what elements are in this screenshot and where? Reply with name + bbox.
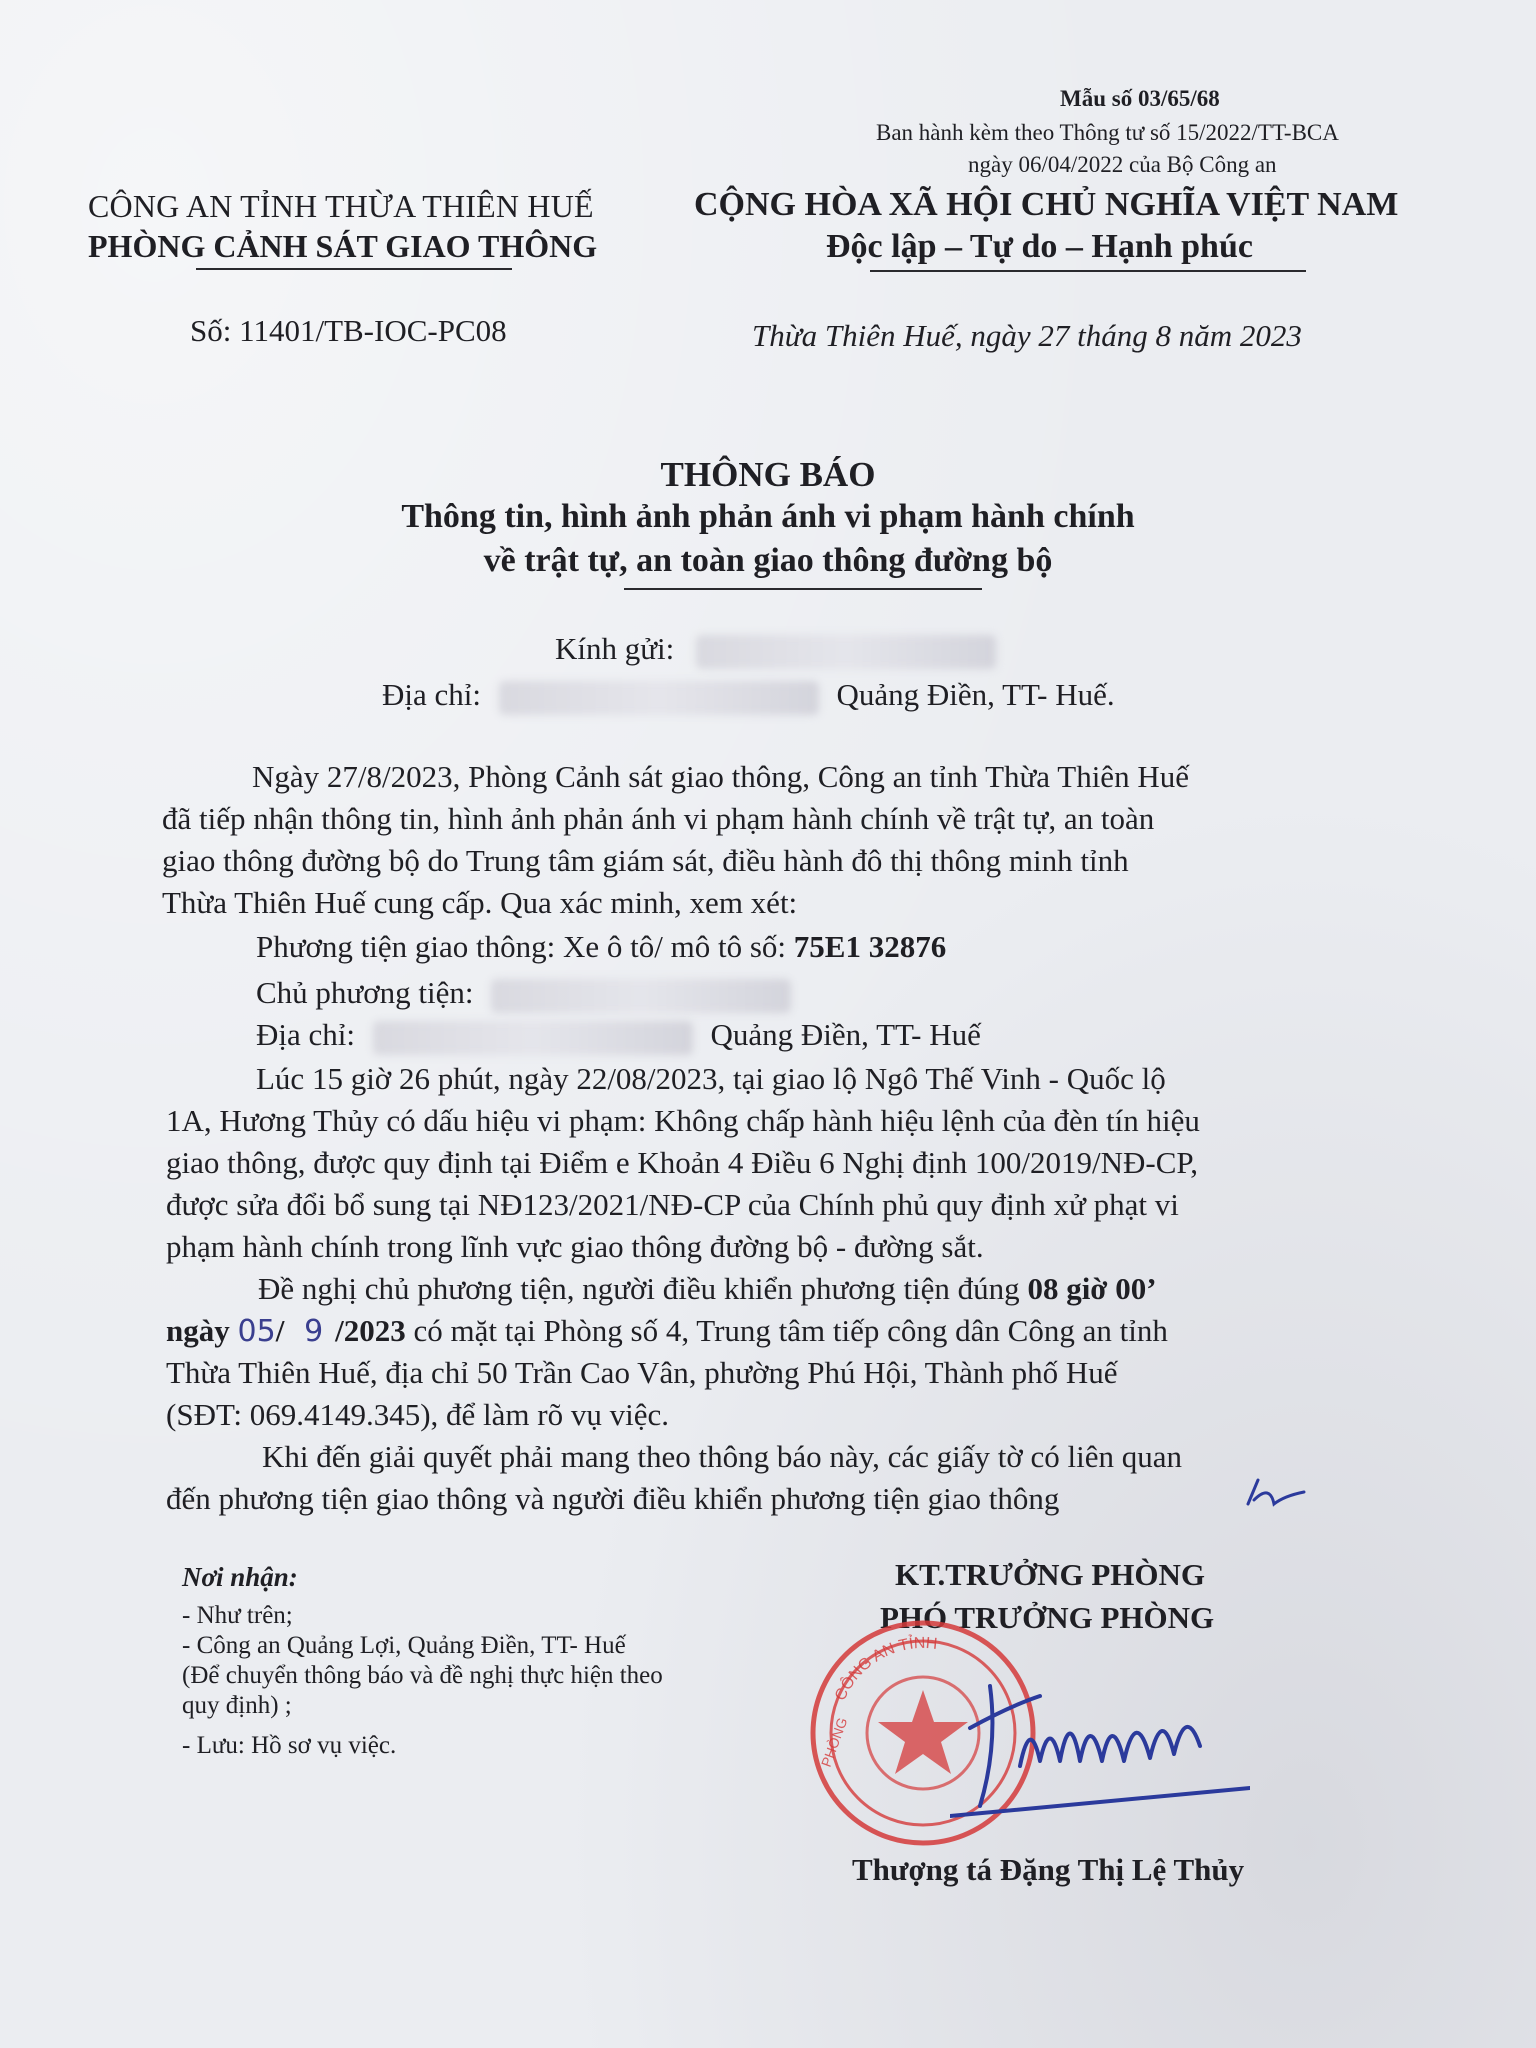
signature-title-2: PHÓ TRƯỞNG PHÒNG — [880, 1600, 1215, 1635]
appointment-day-label: ngày — [166, 1313, 230, 1348]
national-title: CỘNG HÒA XÃ HỘI CHỦ NGHĨA VIỆT NAM — [694, 186, 1399, 223]
paragraph-1-line-3: giao thông đường bộ do Trung tâm giám sát, điều hành đô thị thông minh tỉnh — [162, 843, 1129, 878]
appointment-location: có mặt tại Phòng số 4, Trung tâm tiếp công dân Công an tỉnh — [413, 1313, 1168, 1348]
signer-name: Thượng tá Đặng Thị Lệ Thủy — [852, 1852, 1245, 1887]
paragraph-4-line-1: Khi đến giải quyết phải mang theo thông báo này, các giấy tờ có liên quan — [262, 1439, 1183, 1474]
recipient-item: quy định) ; — [182, 1692, 292, 1719]
redacted-owner-address — [373, 1021, 693, 1055]
paragraph-3-line-1 — [258, 1268, 1157, 1310]
appointment-request: Đề nghị chủ phương tiện, người điều khiển phương tiện đúng — [258, 1271, 1020, 1306]
recipient-item: - Như trên; — [182, 1602, 293, 1629]
paragraph-2-line-1: Lúc 15 giờ 26 phút, ngày 22/08/2023, tại giao lộ Ngô Thế Vinh - Quốc lộ — [256, 1061, 1166, 1096]
form-reference: Ban hành kèm theo Thông tư số 15/2022/TT-BCA — [876, 120, 1339, 145]
redacted-recipient-name — [696, 635, 996, 669]
paragraph-3-line-4: (SĐT: 069.4149.345), để làm rõ vụ việc. — [166, 1397, 669, 1432]
recipient-item: - Công an Quảng Lợi, Quảng Điền, TT- Huế — [182, 1632, 626, 1659]
redacted-address — [499, 681, 819, 715]
recipient-address-line — [382, 674, 1115, 716]
form-issue-date: ngày 06/04/2022 của Bộ Công an — [968, 152, 1277, 177]
paragraph-3-line-3: Thừa Thiên Huế, địa chỉ 50 Trần Cao Vân, phường Phú Hội, Thành phố Huế — [166, 1355, 1118, 1390]
initial-mark-icon — [1240, 1474, 1310, 1514]
vehicle-line — [256, 926, 946, 968]
document-title: THÔNG BÁO — [660, 455, 876, 494]
owner-label: Chủ phương tiện: — [256, 975, 474, 1010]
seal-text-left: PHÒNG — [817, 1715, 851, 1770]
signature-title-1: KT.TRƯỞNG PHÒNG — [895, 1557, 1205, 1592]
organization-underline — [196, 268, 512, 270]
paragraph-2-line-4: được sửa đổi bổ sung tại NĐ123/2021/NĐ-CP của Chính phủ quy định xử phạt vi — [166, 1187, 1179, 1222]
form-number: Mẫu số 03/65/68 — [1060, 86, 1220, 111]
document-number: Số: 11401/TB-IOC-PC08 — [190, 313, 507, 348]
redacted-owner-name — [491, 979, 791, 1013]
document-subtitle-2: về trật tự, an toàn giao thông đường bộ — [483, 542, 1053, 579]
place-and-date: Thừa Thiên Huế, ngày 27 tháng 8 năm 2023 — [752, 318, 1302, 353]
owner-address-label: Địa chỉ: — [256, 1017, 355, 1052]
appointment-year: /2023 — [335, 1313, 406, 1348]
vehicle-plate: 75E1 32876 — [793, 929, 947, 964]
recipient-item: - Lưu: Hồ sơ vụ việc. — [182, 1732, 397, 1759]
address-label: Địa chỉ: — [382, 677, 481, 712]
motto-underline — [870, 270, 1306, 272]
handwritten-day: 05 — [237, 1314, 276, 1349]
appointment-time: 08 giờ 00’ — [1027, 1271, 1157, 1306]
title-underline — [624, 588, 982, 590]
recipient-line — [555, 628, 996, 670]
paragraph-2-line-2: 1A, Hương Thủy có dấu hiệu vi phạm: Không chấp hành hiệu lệnh của đèn tín hiệu — [166, 1103, 1200, 1138]
national-motto: Độc lập – Tự do – Hạnh phúc — [826, 228, 1253, 265]
document-subtitle-1: Thông tin, hình ảnh phản ánh vi phạm hành chính — [401, 498, 1135, 535]
date-slash: / — [275, 1313, 285, 1348]
paragraph-1-line-1: Ngày 27/8/2023, Phòng Cảnh sát giao thông, Công an tỉnh Thừa Thiên Huế — [252, 759, 1189, 794]
organization-line-2: PHÒNG CẢNH SÁT GIAO THÔNG — [88, 228, 598, 264]
paragraph-2-line-3: giao thông, được quy định tại Điểm e Khoản 4 Điều 6 Nghị định 100/2019/NĐ-CP, — [166, 1145, 1198, 1180]
owner-address-visible: Quảng Điền, TT- Huế — [710, 1017, 981, 1052]
address-visible: Quảng Điền, TT- Huế. — [836, 677, 1115, 712]
owner-address-line — [256, 1014, 981, 1056]
paragraph-4-line-2: đến phương tiện giao thông và người điều khiển phương tiện giao thông — [166, 1481, 1060, 1516]
paragraph-1-line-4: Thừa Thiên Huế cung cấp. Qua xác minh, xem xét: — [162, 885, 798, 920]
owner-line — [256, 972, 791, 1014]
vehicle-label: Phương tiện giao thông: Xe ô tô/ mô tô số: — [256, 929, 787, 964]
seal-text: CÔNG AN TỈNH — [832, 1634, 939, 1704]
recipient-item: (Để chuyển thông báo và đề nghị thực hiện theo — [182, 1662, 663, 1689]
recipients-title: Nơi nhận: — [182, 1562, 298, 1592]
signature-icon — [950, 1666, 1250, 1826]
paragraph-3-line-2 — [166, 1310, 1168, 1353]
recipient-label: Kính gửi: — [555, 631, 675, 666]
organization-line-1: CÔNG AN TỈNH THỪA THIÊN HUẾ — [88, 188, 594, 224]
paragraph-2-line-5: phạm hành chính trong lĩnh vực giao thông đường bộ - đường sắt. — [166, 1229, 984, 1264]
handwritten-month: 9 — [304, 1314, 324, 1349]
paragraph-1-line-2: đã tiếp nhận thông tin, hình ảnh phản ánh vi phạm hành chính về trật tự, an toàn — [162, 801, 1155, 836]
